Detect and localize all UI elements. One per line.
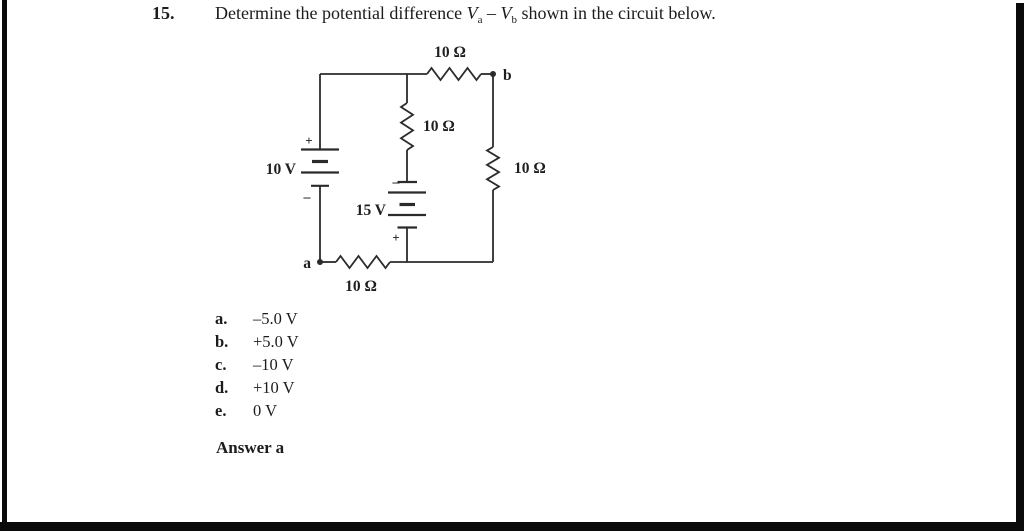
- circuit-diagram: [250, 35, 580, 300]
- option-d-value: +10 V: [253, 378, 295, 397]
- circuit-wires: [320, 68, 499, 268]
- voltage-symbol-a: V: [466, 3, 478, 23]
- option-e-letter: e.: [215, 401, 227, 420]
- scan-border-bottom: [0, 522, 1024, 531]
- label-resistor-right: 10 Ω: [514, 160, 546, 177]
- battery-15v-minus-sign: –: [392, 175, 400, 190]
- scan-border-left: [2, 0, 7, 531]
- option-e-value: 0 V: [253, 401, 277, 420]
- option-a: [215, 307, 299, 330]
- question-text-dash: –: [482, 3, 501, 23]
- voltage-symbol-b: V: [500, 3, 512, 23]
- option-e: [215, 399, 299, 422]
- scan-border-right: [1016, 3, 1024, 531]
- voltage-subscript-b: b: [511, 14, 517, 26]
- battery-10v-minus-sign: –: [303, 190, 311, 205]
- node-b-label: b: [503, 67, 512, 84]
- question-text-before: Determine the potential difference: [215, 3, 467, 23]
- battery-10v-plus-sign: +: [305, 133, 313, 148]
- option-a-value: –5.0 V: [253, 309, 298, 328]
- option-b: [215, 330, 299, 353]
- node-a-dot: [317, 259, 323, 265]
- answer-options: [215, 307, 299, 422]
- label-battery-15v: 15 V: [355, 202, 386, 219]
- label-resistor-top: 10 Ω: [434, 44, 466, 61]
- answer-text: Answer a: [216, 438, 285, 457]
- question-text-after: shown in the circuit below.: [516, 3, 716, 23]
- node-a-label: a: [303, 255, 311, 272]
- option-b-value: +5.0 V: [253, 332, 299, 351]
- option-a-letter: a.: [215, 309, 228, 328]
- option-b-letter: b.: [215, 332, 229, 351]
- battery-10v: [301, 150, 339, 186]
- node-b-dot: [490, 71, 496, 77]
- option-c-letter: c.: [215, 355, 227, 374]
- label-resistor-middle: 10 Ω: [423, 118, 455, 135]
- option-d: [215, 376, 299, 399]
- option-d-letter: d.: [215, 378, 229, 397]
- label-battery-10v: 10 V: [265, 161, 296, 178]
- option-c-value: –10 V: [253, 355, 294, 374]
- option-c: [215, 353, 299, 376]
- question-number: 15.: [152, 3, 175, 23]
- resistor-middle: [401, 103, 413, 150]
- label-resistor-bottom: 10 Ω: [345, 278, 377, 295]
- question-text: [215, 3, 716, 26]
- battery-15v-plus-sign: +: [392, 230, 400, 245]
- resistor-right: [487, 147, 499, 190]
- voltage-subscript-a: a: [477, 14, 483, 26]
- resistor-top: [427, 68, 481, 80]
- resistor-bottom: [336, 256, 390, 268]
